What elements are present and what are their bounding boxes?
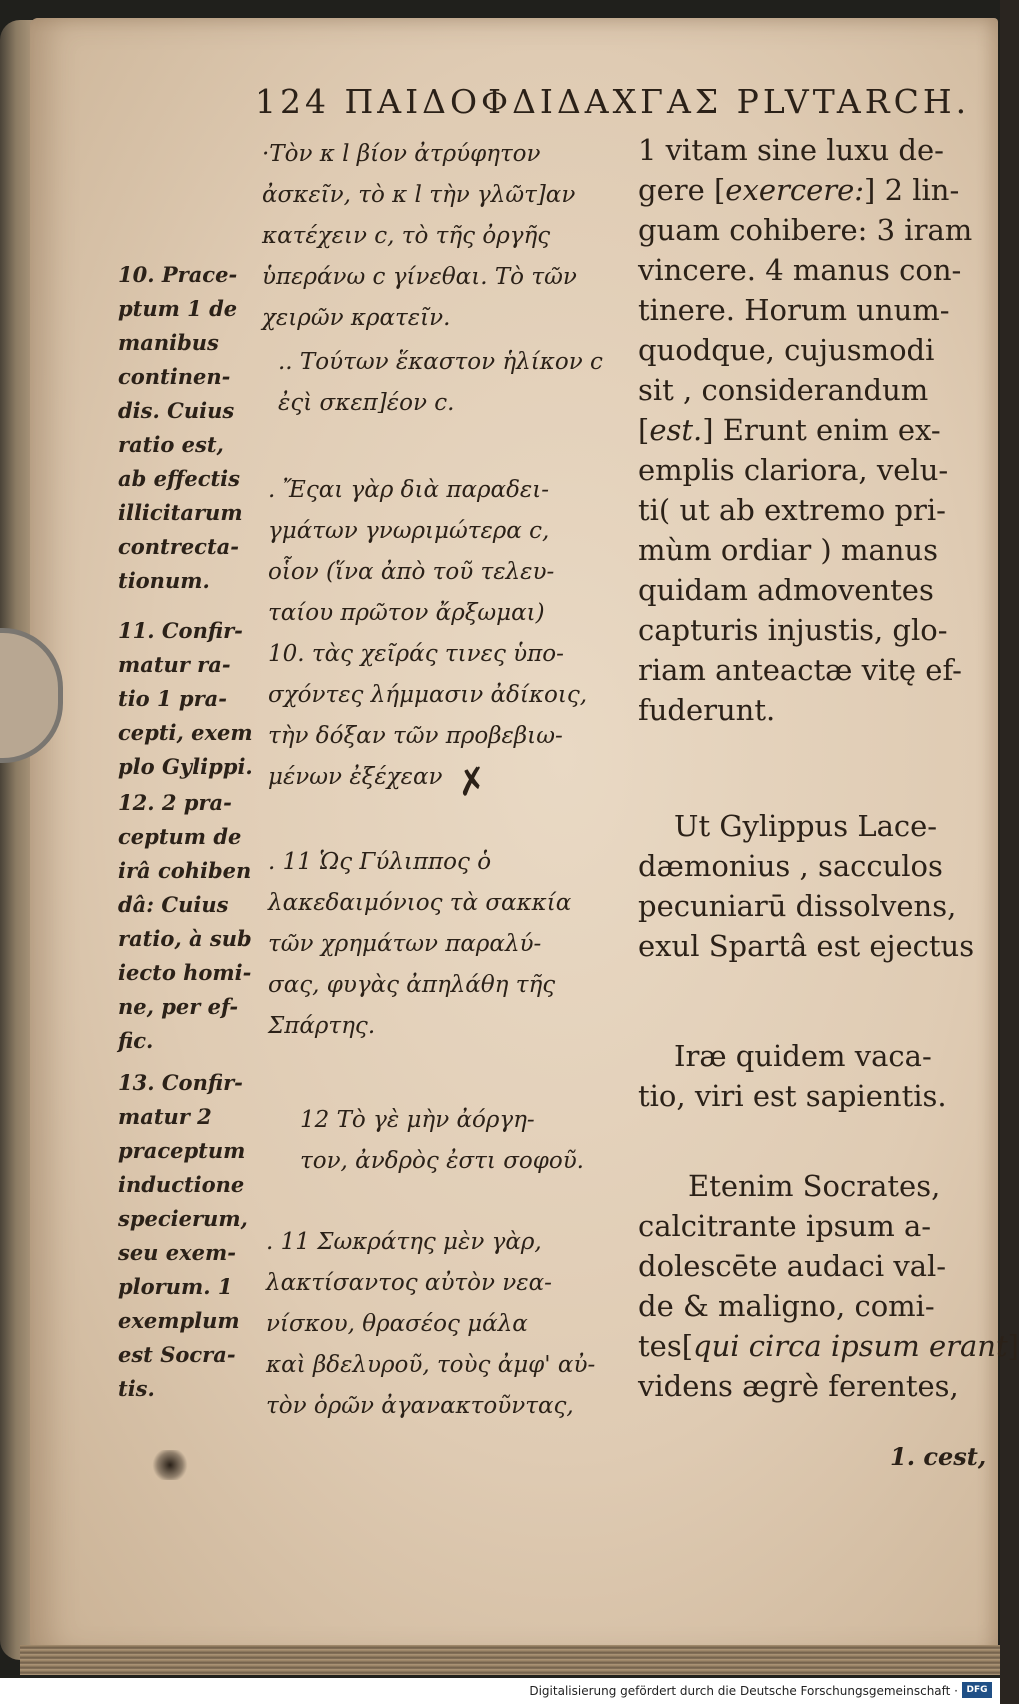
greek-line: νίσκου, θρασέος μάλα [266, 1311, 528, 1337]
greek-line: λακεδαιμόνιος τὰ σακκία [268, 890, 572, 916]
greek-line: . Ἔςαι γὰρ διὰ παραδει- [268, 477, 550, 503]
margin-line: plo Gylippi. [118, 754, 253, 779]
margin-line: tionum. [118, 568, 210, 593]
page-number: 124 [255, 82, 330, 121]
margin-line: dis. Cuius [118, 398, 235, 423]
greek-line: οἷον (ἵνα ἀπὸ τοῦ τελευ- [268, 559, 555, 585]
latin-block-2 [638, 806, 974, 966]
margin-line: tio 1 pra- [118, 686, 227, 711]
latin-line: Ut Gylippus Lace- [674, 809, 938, 843]
latin-line: Etenim Socrates, [688, 1169, 941, 1203]
latin-line: [est.] Erunt enim ex- [638, 413, 941, 447]
latin-line: emplis clariora, velu- [638, 453, 949, 487]
greek-line: 12 Τὸ γὲ μὴν ἀόργη- [300, 1107, 535, 1133]
margin-line: irâ cohiben [118, 858, 252, 883]
greek-line: τὴν δόξαν τῶν προβεβιω- [268, 723, 563, 749]
greek-block-6 [266, 1222, 595, 1427]
margin-note-12 [118, 786, 252, 1058]
margin-line: inductione [118, 1172, 245, 1197]
greek-line: λακτίσαντος αὐτὸν νεα- [266, 1270, 552, 1296]
greek-line: .. Τούτων ἕκαστον ἡλίκον c [278, 349, 603, 375]
greek-block-2 [278, 342, 603, 424]
greek-block-4 [268, 842, 571, 1047]
margin-line: ab effectis [118, 466, 240, 491]
greek-line: ὑπεράνω c γίνεθαι. Τὸ τῶν [262, 264, 577, 290]
greek-line: σχόντες λήμμασιν ἀδίκοις, [268, 682, 588, 708]
greek-line: σας, φυγὰς ἀπηλάθη τῆς [268, 972, 556, 998]
margin-line: contrecta- [118, 534, 239, 559]
margin-line: dâ: Cuius [118, 892, 229, 917]
latin-line: capturis injustis, glo- [638, 613, 948, 647]
latin-line: guam cohibere: 3 iram [638, 213, 973, 247]
latin-block-1 [638, 130, 972, 730]
latin-line: pecuniarū dissolvens, [638, 889, 957, 923]
catchword: 1. cest, [890, 1442, 987, 1471]
greek-line: 10. τὰς χεῖράς τινες ὑπο- [268, 641, 564, 667]
latin-line: mùm ordiar ) manus [638, 533, 938, 567]
margin-note-10 [118, 258, 243, 598]
margin-line: praceptum [118, 1138, 246, 1163]
greek-line: . 11 Ὡς Γύλιππος ὁ [268, 849, 492, 875]
margin-line: ceptum de [118, 824, 242, 849]
greek-line: τὸν ὁρῶν ἀγανακτοῦντας, [266, 1393, 574, 1419]
latin-line: calcitrante ipsum a- [638, 1209, 932, 1243]
page-stack-edge [20, 1645, 1000, 1675]
latin-line: dæmonius , sacculos [638, 849, 943, 883]
greek-line: κατέχειν c, τὸ τῆς ὀργῆς [262, 223, 551, 249]
greek-line: τῶν χρημάτων παραλύ- [268, 931, 542, 957]
margin-note-11 [118, 614, 253, 784]
latin-line: exul Spartâ est ejectus [638, 929, 975, 963]
margin-line: exemplum [118, 1308, 240, 1333]
margin-note-13 [118, 1066, 248, 1406]
margin-line: matur ra- [118, 652, 231, 677]
latin-line: quidam admoventes [638, 573, 934, 607]
latin-line: tes[qui circa ipsum erant] [638, 1329, 1019, 1363]
latin-line: tinere. Horum unum- [638, 293, 950, 327]
latin-line: riam anteactæ vitę ef- [638, 653, 962, 687]
latin-block-4 [638, 1166, 1019, 1406]
latin-line: gere [exercere:] 2 lin- [638, 173, 960, 207]
greek-line: ταίου πρῶτον ἄρξωμαι) [268, 600, 545, 626]
latin-line: tio, viri est sapientis. [638, 1079, 947, 1113]
margin-line: cepti, exem [118, 720, 253, 745]
margin-line: 10. Prace- [118, 262, 238, 287]
margin-line: plorum. 1 [118, 1274, 233, 1299]
latin-line: ti( ut ab extremo pri- [638, 493, 946, 527]
latin-line: de & maligno, comi- [638, 1289, 935, 1323]
latin-line: fuderunt. [638, 693, 776, 727]
greek-line: μένων ἐξέχεαν [268, 764, 443, 790]
margin-line: manibus [118, 330, 219, 355]
greek-block-5 [300, 1100, 584, 1182]
greek-line: Σπάρτης. [268, 1013, 376, 1039]
margin-line: ptum 1 de [118, 296, 238, 321]
margin-line: 11. Confir- [118, 618, 243, 643]
greek-line: τον, ἀνδρὸς ἐστι σοφοῦ. [300, 1148, 584, 1174]
margin-line: ne, per ef- [118, 994, 239, 1019]
greek-line: χειρῶν κρατεῖν. [262, 305, 451, 331]
latin-block-3 [638, 1036, 947, 1116]
greek-block-1 [262, 134, 577, 339]
greek-block-3 [268, 470, 587, 798]
latin-line: quodque, cujusmodi [638, 333, 935, 367]
latin-line: dolescēte audaci val- [638, 1249, 947, 1283]
margin-line: continen- [118, 364, 231, 389]
margin-line: fic. [118, 1028, 154, 1053]
latin-line: Iræ quidem vaca- [674, 1039, 932, 1073]
greek-line: ἀσκεῖν, τὸ κ l τὴν γλῶτ]αν [262, 182, 576, 208]
greek-line: καὶ βδελυροῦ, τοὺς ἀμφ' αὐ- [266, 1352, 596, 1378]
footer-credit: Digitalisierung gefördert durch die Deutsche Forschungsgemeinschaft · [529, 1684, 958, 1698]
latin-line: sit , considerandum [638, 373, 929, 407]
margin-line: 12. 2 pra- [118, 790, 232, 815]
greek-line: ·Τὸν κ l βίον ἀτρύφητον [262, 141, 541, 167]
latin-line: vincere. 4 manus con- [638, 253, 962, 287]
running-head-title: ΠΑΙΔΟΦΔΙΔΑΧΓΑΣ PLVTARCH. [344, 82, 971, 121]
greek-line: . 11 Σωκράτης μὲν γὰρ, [266, 1229, 542, 1255]
margin-line: iecto homi- [118, 960, 252, 985]
greek-line: γμάτων γνωριμώτερα c, [268, 518, 550, 544]
margin-line: tis. [118, 1376, 155, 1401]
margin-line: ratio est, [118, 432, 224, 457]
margin-line: seu exem- [118, 1240, 236, 1265]
running-head [255, 82, 970, 121]
margin-line: est Socra- [118, 1342, 236, 1367]
dfg-logo-icon: DFG [962, 1682, 992, 1698]
latin-line: videns ægrè ferentes, [638, 1369, 959, 1403]
margin-line: 13. Confir- [118, 1070, 243, 1095]
margin-line: ratio, à sub [118, 926, 252, 951]
margin-line: matur 2 [118, 1104, 212, 1129]
check-mark-icon: ✗ [453, 759, 491, 806]
greek-line: ἐςὶ σκεπ]έον c. [278, 390, 455, 416]
ink-stain [150, 1450, 190, 1480]
latin-line: 1 vitam sine luxu de- [638, 133, 944, 167]
margin-line: specierum, [118, 1206, 248, 1231]
margin-line: illicitarum [118, 500, 243, 525]
